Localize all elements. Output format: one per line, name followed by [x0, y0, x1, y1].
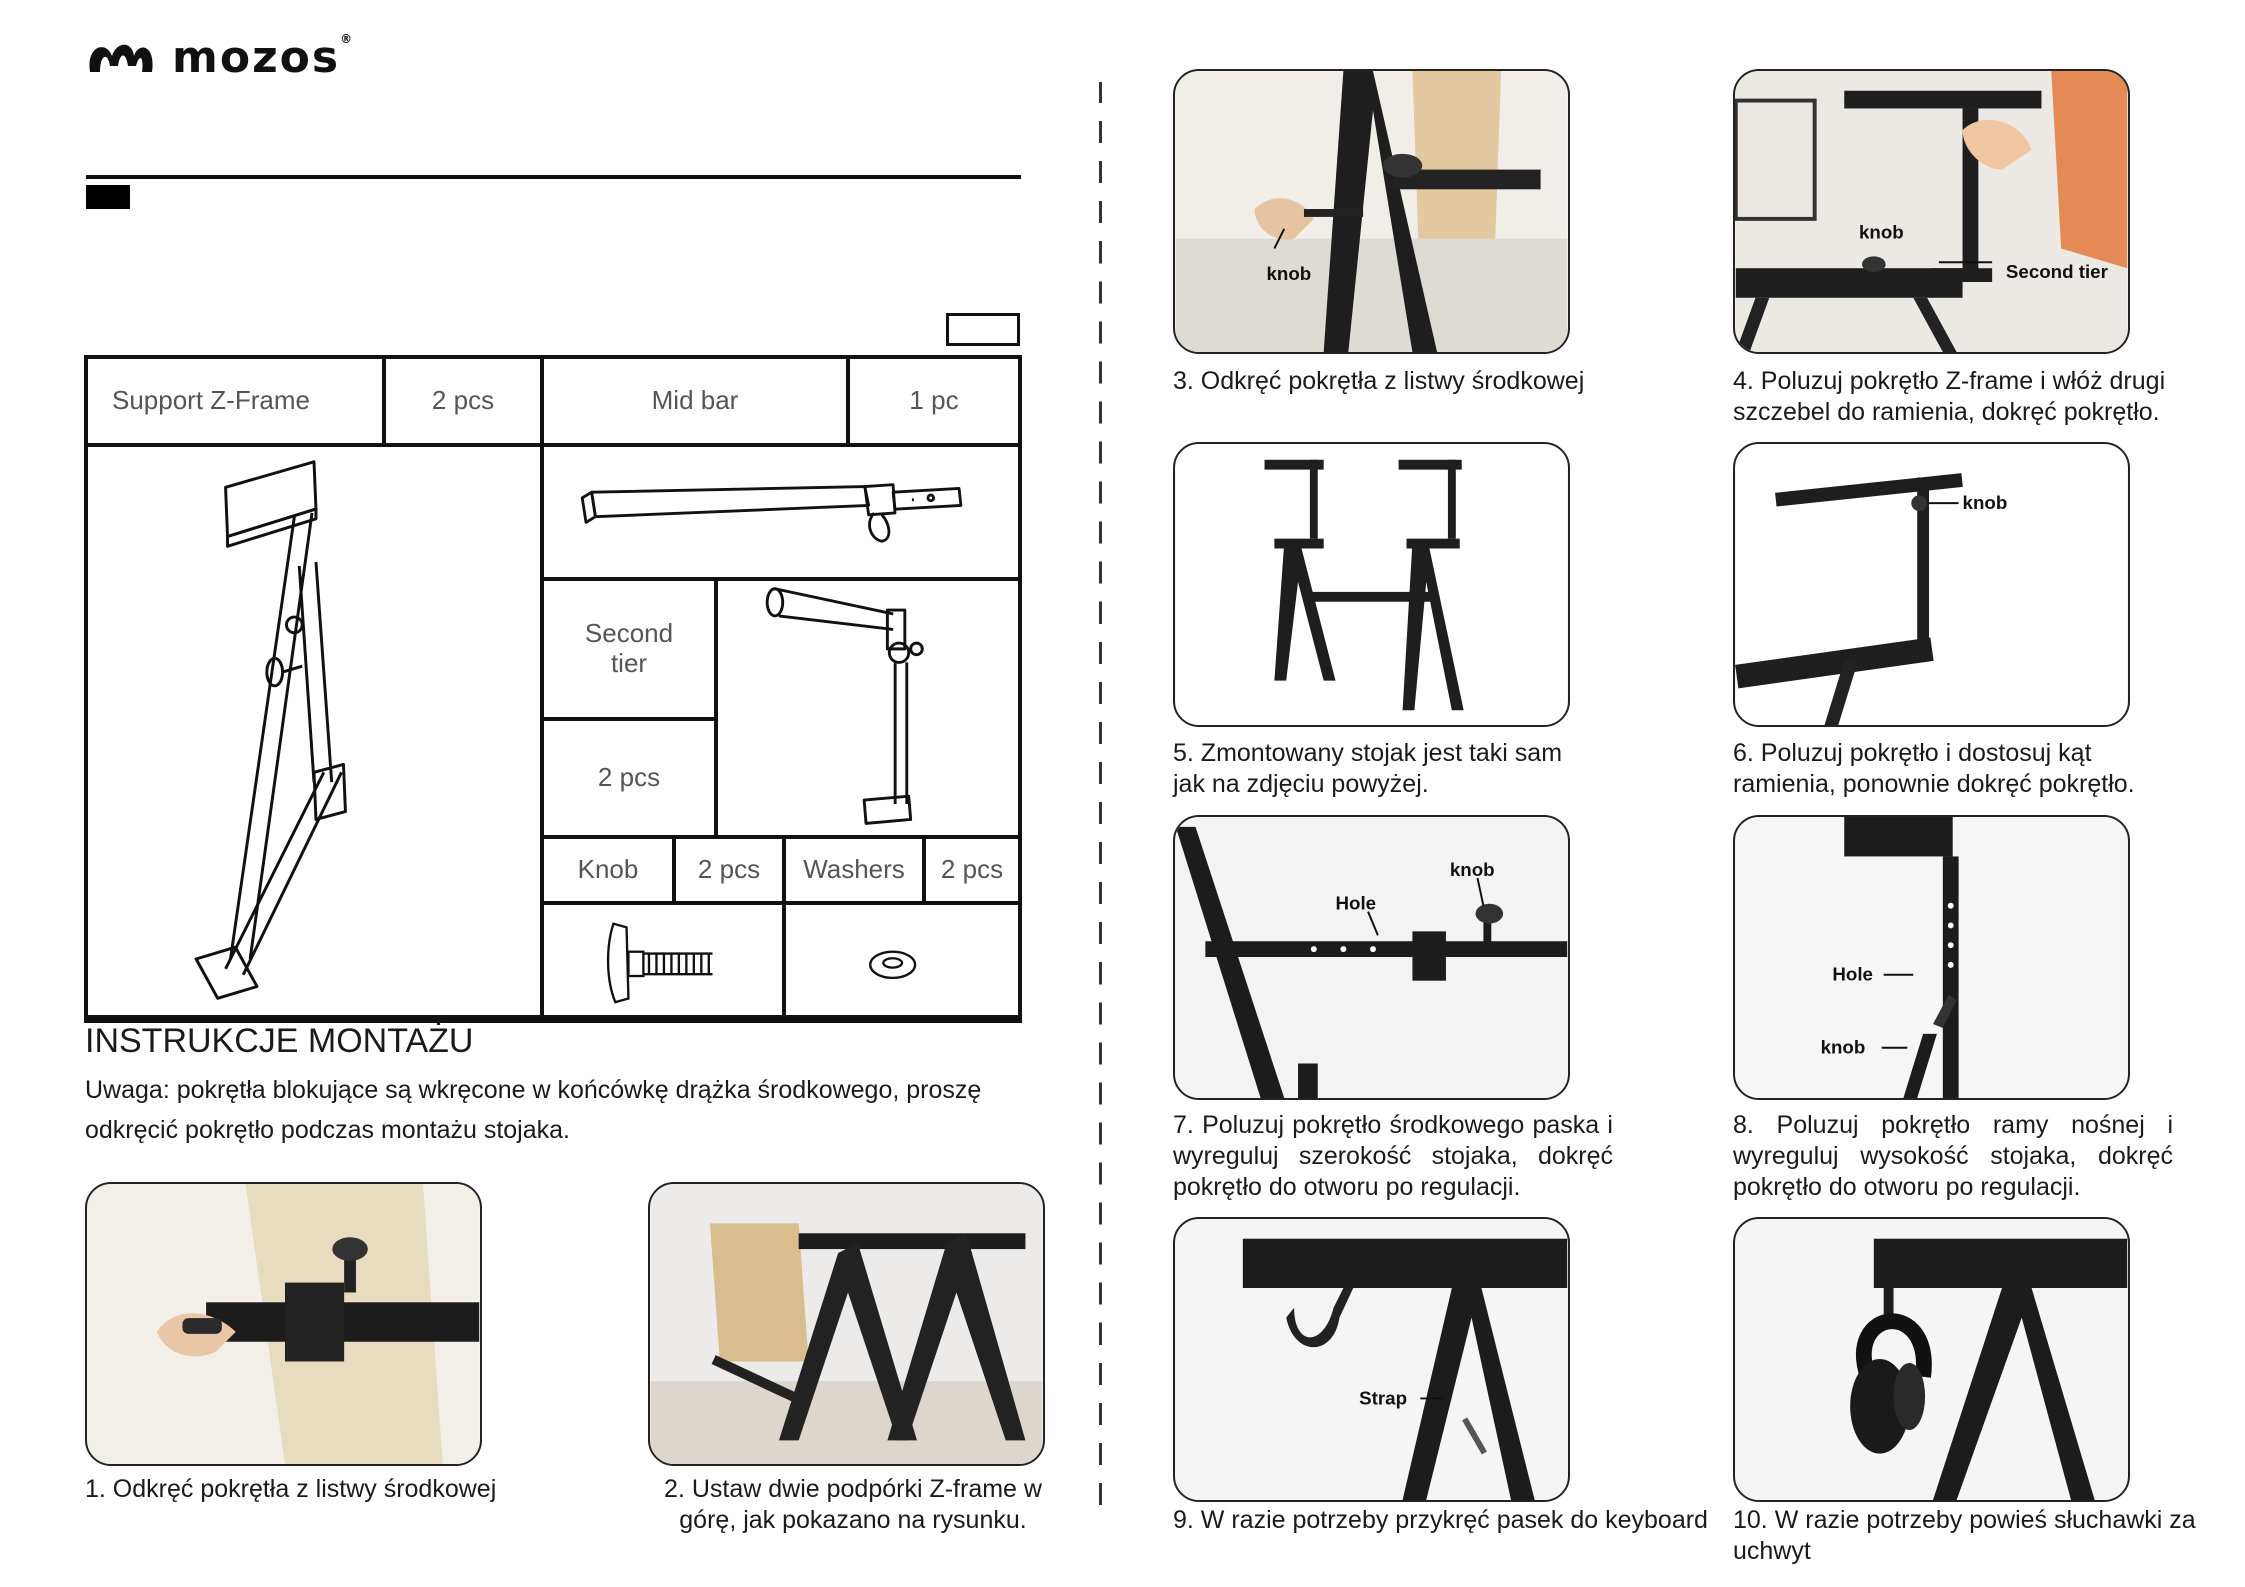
- step-2-caption: 2. Ustaw dwie podpórki Z-frame w górę, jak pokazano na rysunku.: [664, 1475, 1042, 1534]
- part-label-support-zframe: Support Z-Frame: [84, 355, 386, 447]
- part-qty-mid-bar: 1 pc: [846, 355, 1022, 447]
- part-label-knob: Knob: [540, 835, 676, 905]
- step-9-label-strap: Strap: [1359, 1387, 1408, 1409]
- step-3-caption: 3. Odkręć pokrętła z listwy środkowej: [1173, 367, 1585, 395]
- part-label-mid-bar: Mid bar: [540, 355, 850, 447]
- part-qty-second-tier: 2 pcs: [540, 717, 718, 839]
- knob-drawing: [540, 901, 786, 1023]
- step-10-photo: [1733, 1217, 2130, 1502]
- instructions-note: Uwaga: pokrętła blokujące są wkręcone w końcówkę drążka środkowego, proszę odkręcić pokrętło podczas montażu stojaka.: [85, 1076, 982, 1144]
- step-8-label-hole: Hole: [1832, 963, 1873, 985]
- step-6-label-knob: knob: [1962, 492, 2008, 514]
- step-4-photo: [1733, 69, 2130, 354]
- step-7-photo: [1173, 815, 1570, 1100]
- step-4-label-knob: knob: [1859, 221, 1904, 243]
- part-qty-washers: 2 pcs: [922, 835, 1022, 905]
- empty-label-box: [946, 313, 1020, 346]
- washer-drawing: [782, 901, 1022, 1023]
- step-5-caption: 5. Zmontowany stojak jest taki sam jak na zdjęciu powyżej.: [1173, 739, 1563, 798]
- step-1-caption: 1. Odkręć pokrętła z listwy środkowej: [85, 1475, 497, 1503]
- part-qty-knob: 2 pcs: [672, 835, 786, 905]
- part-qty-support-zframe: 2 pcs: [382, 355, 544, 447]
- step-10-caption: 10. W razie potrzeby powieś słuchawki za uchwyt: [1733, 1506, 2196, 1565]
- part-label-second-tier: Second tier: [540, 577, 718, 721]
- second-tier-drawing: [714, 577, 1022, 839]
- step-1-photo: [85, 1182, 482, 1466]
- step-6-photo: [1733, 442, 2130, 727]
- zframe-drawing: [84, 443, 544, 1023]
- step-7-label-knob: knob: [1449, 859, 1495, 881]
- step-4-label-second-tier: Second tier: [2005, 261, 2108, 283]
- step-4-caption: 4. Poluzuj pokrętło Z-frame i włóż drugi szczebel do ramienia, dokręć pokrętło.: [1733, 367, 2166, 426]
- header-rule: [86, 175, 1021, 179]
- step-5-photo: [1173, 442, 1570, 727]
- step-7-caption: 7. Poluzuj pokrętło środkowego paska i wyreguluj szerokość stojaka, dokręć pokrętło do otworu po regulacji.: [1173, 1111, 1613, 1201]
- brand-name: mozos®: [172, 32, 355, 83]
- step-3-photo: [1173, 69, 1570, 354]
- step-9-caption: 9. W razie potrzeby przykręć pasek do keyboard: [1173, 1506, 1708, 1534]
- step-2-photo: [648, 1182, 1045, 1466]
- mozos-logo-icon: [84, 36, 158, 80]
- step-7-label-hole: Hole: [1335, 892, 1377, 914]
- instructions-title: INSTRUKCJE MONTAŻU: [85, 1022, 474, 1060]
- brand-logo: [84, 32, 354, 83]
- step-8-caption: 8. Poluzuj pokrętło ramy nośnej i wyreguluj wysokość stojaka, dokręć pokrętło do otworu po regulacji.: [1733, 1111, 2173, 1201]
- step-9-photo: [1173, 1217, 1570, 1502]
- column-divider: [1099, 82, 1102, 1522]
- step-6-caption: 6. Poluzuj pokrętło i dostosuj kąt ramienia, ponownie dokręć pokrętło.: [1733, 739, 2135, 798]
- mid-bar-drawing: [540, 443, 1022, 581]
- step-3-label-knob: knob: [1266, 263, 1312, 285]
- parts-table: [84, 355, 1022, 1019]
- step-8-photo: [1733, 815, 2130, 1100]
- step-8-label-knob: knob: [1820, 1036, 1866, 1058]
- header-tab-marker: [86, 185, 130, 209]
- part-label-washers: Washers: [782, 835, 926, 905]
